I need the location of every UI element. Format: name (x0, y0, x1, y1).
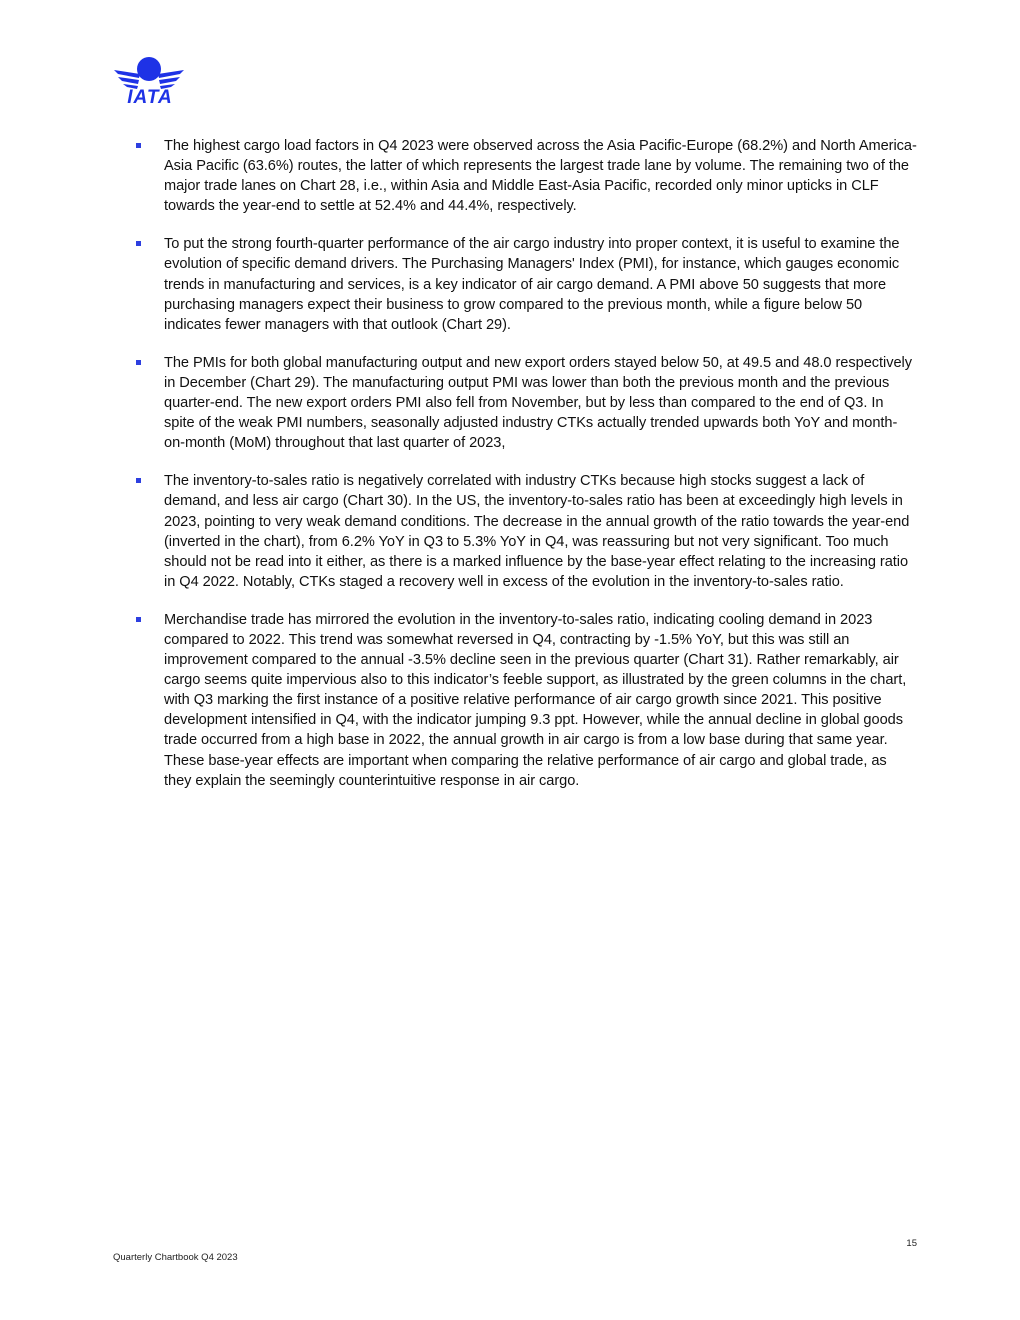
paragraph-text: The PMIs for both global manufacturing output and new export orders stayed below 50, at 49.5 and 48.0 respectively in December (Chart 29). The manufacturing output PMI was lower than both the previous month and the previous quarter-end. The new export orders PMI also fell from November, but by less than compared to the end of Q3. In spite of the weak PMI numbers, seasonally adjusted industry CTKs actually trended upwards both YoY and month-on-month (MoM) throughout that last quarter of 2023, (164, 354, 912, 452)
square-bullet-icon (136, 143, 141, 148)
paragraph-text: Merchandise trade has mirrored the evolution in the inventory-to-sales ratio, indicating cooling demand in 2023 compared to 2022. This trend was somewhat reversed in Q4, contracting by -1.5% YoY, but this was still an improvement compared to the annual -3.5% decline seen in the previous quarter (Chart 31). Rather remarkably, air cargo seems quite impervious also to this indicator’s feeble support, as illustrated by the green columns in the chart, with Q3 marking the first instance of a positive relative performance of air cargo growth since 2021. This positive development intensified in Q4, with the indicator jumping 9.3 ppt. However, while the annual decline in global goods trade occurred from a high base in 2022, the annual growth in air cargo is from a low base during that same year. These base-year effects are important when comparing the relative performance of air cargo and global trade, as they explain the seemingly counterintuitive response in air cargo. (164, 611, 907, 789)
iata-logo (112, 56, 188, 106)
list-item (135, 234, 917, 334)
list-item (135, 353, 917, 453)
square-bullet-icon (136, 241, 141, 246)
square-bullet-icon (136, 478, 141, 483)
logo-wordmark: IATA (127, 87, 173, 106)
footer-publication-title: Quarterly Chartbook Q4 2023 (113, 1252, 238, 1263)
bullet-list (135, 136, 917, 791)
paragraph-text: To put the strong fourth-quarter performance of the air cargo industry into proper context, it is useful to examine the evolution of specific demand drivers. The Purchasing Managers' Index (PMI), for instance, which gauges economic trends in manufacturing and services, is a key indicator of air cargo demand. A PMI above 50 suggests that more purchasing managers expect their business to grow compared to the previous month, while a figure below 50 indicates fewer managers with that outlook (Chart 29). (164, 236, 900, 333)
main-content (135, 136, 917, 809)
list-item (135, 610, 917, 791)
square-bullet-icon (136, 617, 141, 622)
list-item (135, 471, 917, 592)
list-item (135, 136, 917, 216)
paragraph-text: The inventory-to-sales ratio is negatively correlated with industry CTKs because high stocks suggest a lack of demand, and less air cargo (Chart 30). In the US, the inventory-to-sales ratio has been at exceedingly high levels in 2023, pointing to very weak demand conditions. The decrease in the annual growth of the ratio towards the year-end (inverted in the chart), from 6.2% YoY in Q3 to 5.3% YoY in Q4, was reassuring but not very significant. Too much should not be read into it either, as there is a marked influence by the base-year effect relating to the increasing ratio in Q4 2022. Notably, CTKs staged a recovery well in excess of the evolution in the inventory-to-sales ratio. (164, 473, 910, 590)
page-number: 15 (906, 1238, 917, 1249)
paragraph-text: The highest cargo load factors in Q4 2023 were observed across the Asia Pacific-Europe (68.2%) and North America-Asia Pacific (63.6%) routes, the latter of which represents the largest trade lane by volume. The remaining two of the major trade lanes on Chart 28, i.e., within Asia and Middle East-Asia Pacific, recorded only minor upticks in CLF towards the year-end to settle at 52.4% and 44.4%, respectively. (164, 138, 917, 215)
square-bullet-icon (136, 360, 141, 365)
